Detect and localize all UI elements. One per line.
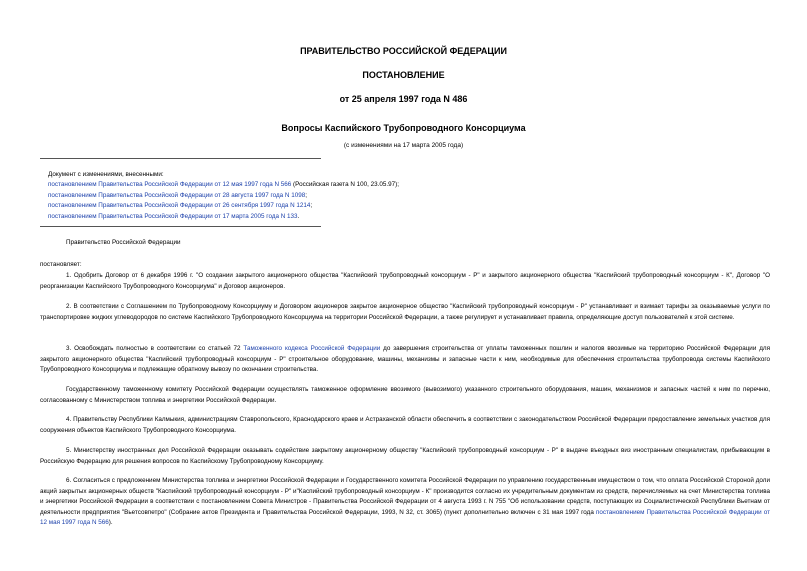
paragraph-3-text: 3. Освобождать полностью в соответствии со статьей 72 bbox=[66, 345, 244, 352]
paragraph-3-customs: Государственному таможенному комитету Российской Федерации осуществлять таможенное оформление ввозимого (вывозимого) указанного строительного оборудования, машин, механизмов и запасных частей к ним по перечню, согласованному с Министерством топлива и энергетики Российской Федерации. bbox=[40, 386, 770, 404]
paragraph-3 bbox=[40, 344, 770, 376]
paragraph-2: 2. В соответствии с Соглашением по Трубопроводному Консорциуму и Договором акционеров закрытое акционерное общество "Каспийский трубопроводный консорциум - Р" устанавливает и взимает тарифы за оказываемые услуги по транспортировке жидких углеводородов по системе Каспийского Трубопроводного Консорциума на территории Российской Федерации, а также регулирует и устанавливает правила, определяющие доступ пользователей к этой системе. bbox=[40, 303, 770, 321]
date-number: от 25 апреля 1997 года N 486 bbox=[339, 94, 468, 104]
amendment-link[interactable]: постановлением Правительства Российской Федерации от 28 августа 1997 года N 1098 bbox=[48, 191, 306, 199]
amendments-intro: Документ с изменениями, внесенными: bbox=[48, 171, 164, 178]
amendment-link[interactable]: постановлением Правительства Российской Федерации от 17 марта 2005 года N 133 bbox=[48, 212, 298, 220]
amendment-item bbox=[48, 191, 307, 202]
issuer-text: Правительство Российской Федерации bbox=[66, 239, 181, 246]
amendment-tail: ; bbox=[305, 191, 307, 199]
paragraph-6 bbox=[40, 476, 770, 529]
customs-code-link[interactable]: Таможенного кодекса Российской Федерации bbox=[243, 345, 381, 352]
amendment-tail: ; bbox=[310, 202, 313, 209]
amendment-item bbox=[48, 212, 299, 223]
paragraph-6-text: 6. Согласиться с предложением Министерства топлива и энергетики Российской Федерации и Государственного комитета Российской Федерации по управлению государственным имуществом о том, что оплата Российской Стороной доли акций закрытых акционерных обществ "Каспийский трубопроводный консорциум - Р" и"Каспийский трубопроводный консорциум - К" производится согласно их учредительным документам из средств, перечисляемых на счет Министерства топлива и энергетики Российской Федерации в соответствии с постановлением Совета Министров - Правительства Российской Федерации от 4 августа 1993 г. N 755 "Об использовании средств, поступающих из Социалистической Республики Вьетнам от деятельности предприятия "Вьетсовпетро" (Собрание актов Президента и Правительства Российской Федерации, 1993, N 32, ст. 3065) (пункт дополнительно включен с 31 мая 1997 года bbox=[40, 477, 770, 516]
decree-text: постановляет: bbox=[40, 261, 82, 268]
amendment-tail: (Российская газета N 100, 23.05.97); bbox=[291, 181, 400, 188]
document-type: ПОСТАНОВЛЕНИЕ bbox=[362, 70, 445, 80]
amendment-link[interactable]: постановлением Правительства Российской Федерации от 26 сентября 1997 года N 1214 bbox=[48, 202, 311, 209]
paragraph-6-tail: ). bbox=[108, 519, 113, 527]
divider-top bbox=[40, 158, 321, 159]
paragraph-4: 4. Правительству Республики Калмыкия, администрациям Ставропольского, Краснодарского краев и Астраханской области обеспечить в соответствии с законодательством Российской Федерации предоставление земельных участков для сооружения объектов Каспийского Трубопроводного Консорциума. bbox=[40, 416, 770, 434]
paragraph-1: 1. Одобрить Договор от 6 декабря 1996 г. "О создании закрытого акционерного общества "Каспийский трубопроводный консорциум - Р" и закрытого акционерного общества "Каспийский трубопроводный консорциум - К", Договор "О реорганизации Каспийского Трубопроводного Консорциума" и Договор акционеров. bbox=[40, 272, 770, 290]
amended-note: (с изменениями на 17 марта 2005 года) bbox=[343, 142, 464, 149]
document-title: Вопросы Каспийского Трубопроводного Консорциума bbox=[281, 123, 526, 133]
paragraph-3-text-cont: до завершения строительства от уплаты таможенных пошлин и налогов ввозимые на территорию Российской Федерации для закрытого акционерного общества "Каспийский трубопроводный консорциум - Р" строительное оборудование, машины, механизмы и запасные части к ним, необходимые для обеспечения строительства трубопровода системы Каспийского Трубопроводного Консорциума и подлежащие обратному вывозу по окончании строительства. bbox=[40, 345, 770, 374]
divider-bottom bbox=[40, 226, 321, 227]
paragraph-5: 5. Министерству иностранных дел Российской Федерации оказывать содействие закрытому акционерному обществу "Каспийский трубопроводный консорциум - Р" в выдаче въездных виз иностранным специалистам, прибывающим в Российскую Федерацию для решения вопросов по Каспийскому Трубопроводному Консорциуму. bbox=[40, 447, 770, 465]
amendment-item bbox=[48, 201, 312, 212]
amendment-tail: . bbox=[297, 212, 300, 220]
amendment-item bbox=[48, 180, 399, 191]
decree-566-link[interactable]: постановлением Правительства Российской Федерации от 12 мая 1997 года N 566 bbox=[40, 508, 770, 527]
government-heading: ПРАВИТЕЛЬСТВО РОССИЙСКОЙ ФЕДЕРАЦИИ bbox=[300, 46, 507, 56]
amendment-link[interactable]: постановлением Правительства Российской Федерации от 12 мая 1997 года N 566 bbox=[48, 181, 292, 188]
